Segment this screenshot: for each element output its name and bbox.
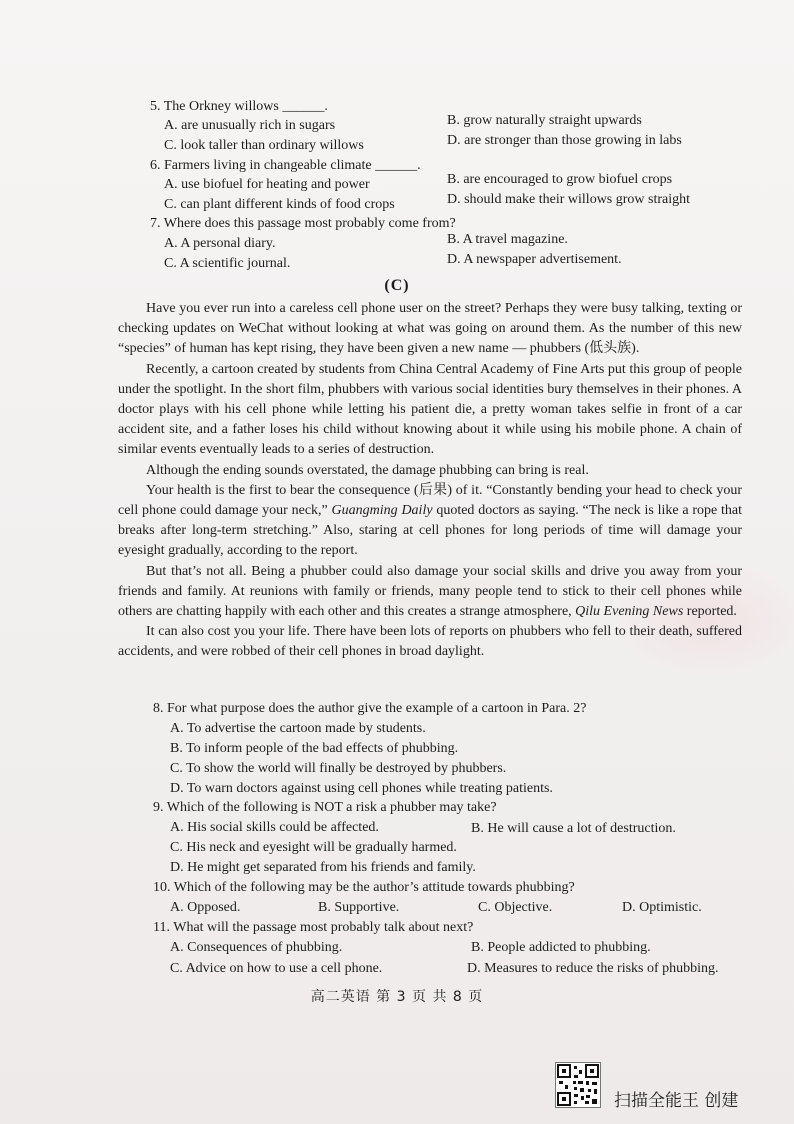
- passage-paragraph-1: Have you ever run into a careless cell phone user on the street? Perhaps they were busy talking, texting or checking updates on WeChat without looking at what was going on around them. As the number of this new “species” of human has kept rising, they have been given a new name — phubbers (低头族).: [118, 301, 742, 357]
- question-6-option-a: A. use biofuel for heating and power: [164, 177, 370, 192]
- question-11-option-c: C. Advice on how to use a cell phone.: [170, 961, 383, 976]
- question-11-option-a: A. Consequences of phubbing.: [170, 940, 343, 955]
- question-10-option-b: B. Supportive.: [318, 900, 400, 915]
- passage-paragraph-5: But that’s not all. Being a phubber could also damage your social skills and drive you away from your friends and family. At reunions with family or friends, many people tend to stick to their cell phones while others are chatting happily with each other and this creates a strange atmosphere, Qilu Evening News reported.: [118, 563, 742, 620]
- question-9-option-d: D. He might get separated from his friends and family.: [170, 860, 476, 875]
- reading-passage: [118, 299, 742, 663]
- question-5-option-a: A. are unusually rich in sugars: [164, 118, 336, 133]
- passage-paragraph-6: It can also cost you your life. There have been lots of reports on phubbers who fell to their death, suffered accidents, and were robbed of their cell phones in broad daylight.: [118, 624, 742, 660]
- passage-paragraph-3: Although the ending sounds overstated, the damage phubbing can bring is real.: [146, 462, 589, 478]
- qr-code-icon: [555, 1062, 601, 1108]
- question-9-option-b: B. He will cause a lot of destruction.: [471, 821, 676, 836]
- question-6-option-d: D. should make their willows grow straight: [447, 192, 691, 207]
- section-title: (C): [384, 277, 410, 294]
- page-footer: 高二英语 第 3 页 共 8 页: [310, 989, 484, 1005]
- question-7-option-d: D. A newspaper advertisement.: [447, 252, 622, 267]
- question-8-option-c: C. To show the world will finally be destroyed by phubbers.: [170, 761, 507, 776]
- question-5-option-b: B. grow naturally straight upwards: [447, 113, 642, 128]
- question-7-stem: 7. Where does this passage most probably come from?: [150, 216, 456, 231]
- question-8-option-a: A. To advertise the cartoon made by students.: [170, 721, 426, 736]
- question-6-option-b: B. are encouraged to grow biofuel crops: [447, 172, 673, 187]
- question-11-option-b: B. People addicted to phubbing.: [471, 940, 651, 955]
- question-11-option-d: D. Measures to reduce the risks of phubbing.: [467, 961, 719, 976]
- question-8-option-b: B. To inform people of the bad effects of phubbing.: [170, 741, 459, 756]
- question-11-stem: 11. What will the passage most probably talk about next?: [153, 920, 474, 935]
- question-10-option-c: C. Objective.: [478, 900, 553, 915]
- question-6-option-c: C. can plant different kinds of food crops: [164, 197, 395, 212]
- question-5-option-c: C. look taller than ordinary willows: [164, 138, 364, 153]
- question-9-stem: 9. Which of the following is NOT a risk a phubber may take?: [153, 800, 497, 815]
- question-10-option-d: D. Optimistic.: [622, 900, 702, 915]
- passage-paragraph-2: Recently, a cartoon created by students from China Central Academy of Fine Arts put this group of people under the spotlight. In the short film, phubbers with various social identities bury themselves in their phones. A doctor plays with his cell phone while letting his patient die, a pretty woman takes selfie in front of a car accident site, and a father loses his child without knowing about it while using his mobile phone. A chain of similar events eventually leads to a series of destruction.: [118, 361, 742, 458]
- question-9-option-a: A. His social skills could be affected.: [170, 820, 379, 835]
- question-7-option-c: C. A scientific journal.: [164, 256, 291, 271]
- question-7-option-a: A. A personal diary.: [164, 236, 276, 251]
- question-7-option-b: B. A travel magazine.: [447, 232, 568, 247]
- question-8-stem: 8. For what purpose does the author give the example of a cartoon in Para. 2?: [153, 701, 587, 716]
- question-10-option-a: A. Opposed.: [170, 900, 241, 915]
- question-5-option-d: D. are stronger than those growing in labs: [447, 133, 682, 148]
- passage-paragraph-4: Your health is the first to bear the consequence (后果) of it. “Constantly bending your head to check your cell phone could damage your neck,” Guangming Daily quoted doctors as saying. “The neck is like a rope that breaks after long-term stretching.” Also, staring at cell phones for long periods of time will damage your eyesight gradually, according to the report.: [118, 482, 742, 559]
- question-9-option-c: C. His neck and eyesight will be gradually harmed.: [170, 840, 457, 855]
- question-5-stem: 5. The Orkney willows ______.: [150, 99, 328, 114]
- question-10-stem: 10. Which of the following may be the author’s attitude towards phubbing?: [153, 880, 575, 895]
- scanner-watermark: 扫描全能王 创建: [614, 1091, 739, 1111]
- question-6-stem: 6. Farmers living in changeable climate ______.: [150, 158, 421, 173]
- question-8-option-d: D. To warn doctors against using cell phones while treating patients.: [170, 781, 553, 796]
